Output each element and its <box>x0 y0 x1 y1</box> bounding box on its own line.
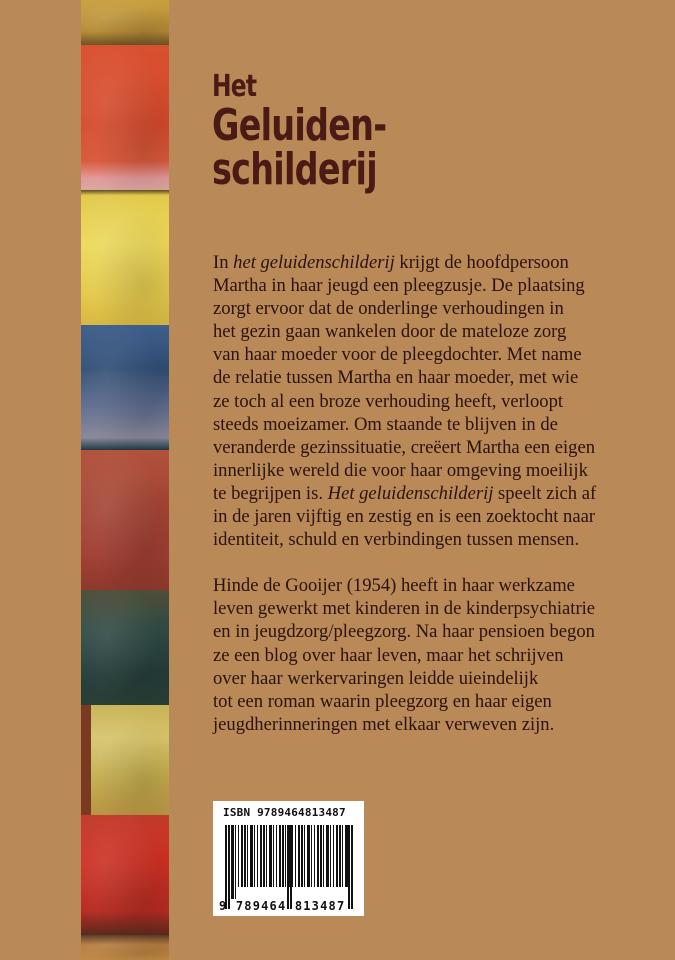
barcode-bars <box>225 825 353 899</box>
title-line-1: Het <box>212 69 257 104</box>
isbn-label: ISBN 9789464813487 <box>223 806 346 819</box>
painting-band-yellow-green <box>81 705 169 815</box>
painting-band-brown-orange <box>81 935 169 960</box>
book-title <box>212 69 441 195</box>
text-line: steeds moeizamer. Om staande te blijven in de <box>213 413 558 435</box>
text-line: ze toch al een broze verhouding heeft, verloopt <box>213 390 564 412</box>
painting-band-blue-grey <box>81 325 169 450</box>
synopsis-paragraph <box>213 251 653 551</box>
text-line: in de jaren vijftig en zestig en is een zoektocht naar <box>213 506 596 528</box>
text-line: en in jeugdzorg/pleegzorg. Na haar pensioen begon <box>213 621 595 643</box>
author-bio-paragraph <box>213 574 653 736</box>
text-line: tot een roman waarin pleegzorg en haar eigen <box>213 690 552 712</box>
barcode-guard-right <box>348 825 350 909</box>
painting-band-edge <box>81 705 91 815</box>
painting-band-dark-green <box>81 590 169 705</box>
text-line: zorgt ervoor dat de onderlinge verhoudingen in <box>213 298 564 320</box>
text-line: ze een blog over haar leven, maar het schrijven <box>213 644 564 666</box>
text-line: het gezin gaan wankelen door de mateloze zorg <box>213 321 567 343</box>
text-line: leven gewerkt met kinderen in de kinderpsychiatrie <box>213 598 596 620</box>
blurb <box>213 251 653 736</box>
text-line: identiteit, schuld en verbindingen tussen mensen. <box>213 529 580 551</box>
barcode-digits: 9 789464 813487 <box>219 899 346 913</box>
text-line: Hinde de Gooijer (1954) heeft in haar werkzame <box>213 575 575 597</box>
text-line: veranderde gezinssituatie, creëert Martha een eigen <box>213 436 595 458</box>
painting-band-red <box>81 815 169 935</box>
painting-band-red-orange <box>81 45 169 190</box>
text-line: de relatie tussen Martha en haar moeder, met wie <box>213 367 579 389</box>
title-line-3: schilderij <box>212 144 377 195</box>
barcode-guard-left <box>225 825 227 909</box>
painting-band-ochre <box>81 0 169 45</box>
text-line: over haar werkervaringen leidde uieindelijk <box>213 667 539 689</box>
text-line: innerlijke wereld die voor haar omgeving moeilijk <box>213 459 588 481</box>
painting-band-yellow <box>81 190 169 325</box>
barcode-guard-right-2 <box>351 825 353 909</box>
painting-strip <box>81 0 169 960</box>
painting-band-brick-red <box>81 450 169 590</box>
text-line: jeugdherinneringen met elkaar verweven zijn. <box>213 713 555 735</box>
barcode-guard-center-2 <box>290 825 292 909</box>
text-line: In het geluidenschilderij krijgt de hoofdpersoon <box>213 252 569 273</box>
text-line: Martha in haar jeugd een pleegzusje. De plaatsing <box>213 275 585 297</box>
text-line: te begrijpen is. Het geluidenschilderij speelt zich af <box>213 482 597 504</box>
barcode-guard-left-2 <box>228 825 230 909</box>
barcode-guard-center <box>287 825 289 909</box>
text-line: van haar moeder voor de pleegdochter. Met name <box>213 344 582 366</box>
title-line-2: Geluiden- <box>212 100 387 151</box>
isbn-barcode <box>213 801 364 916</box>
